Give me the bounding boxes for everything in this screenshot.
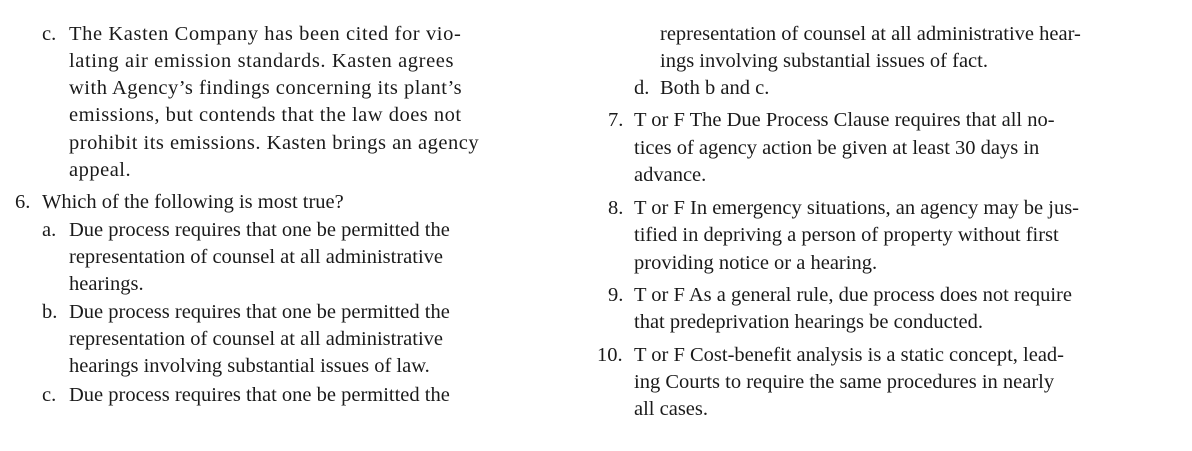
option-d-marker: d. (634, 77, 650, 99)
question-10-number: 10. (597, 344, 623, 366)
option-a-marker: a. (42, 219, 57, 241)
option-a-line-2: representation of counsel at all administrative (69, 246, 443, 268)
question-9-number: 9. (608, 284, 624, 306)
question-7-line-3: advance. (634, 164, 707, 186)
question-6-text: Which of the following is most true? (42, 191, 344, 213)
option-b-line-1: Due process requires that one be permitted the (69, 301, 450, 323)
option-c-line-2: representation of counsel at all administrative hear- (660, 23, 1081, 45)
item-5c-marker: c. (42, 23, 57, 45)
question-10-line-2: ing Courts to require the same procedures in nearly (634, 371, 1055, 393)
option-a-line-1: Due process requires that one be permitted the (69, 219, 450, 241)
item-5c-line-3: with Agency’s findings concerning its plant’s (69, 77, 463, 99)
question-8-line-1: T or F In emergency situations, an agency may be jus- (634, 197, 1080, 219)
question-6-number: 6. (15, 191, 31, 213)
option-b-line-3: hearings involving substantial issues of law. (69, 355, 430, 377)
item-5c-line-1: The Kasten Company has been cited for vio- (69, 23, 462, 45)
item-5c-line-4: emissions, but contends that the law does not (69, 104, 462, 126)
item-5c-line-2: lating air emission standards. Kasten agrees (69, 50, 455, 72)
option-a-line-3: hearings. (69, 273, 144, 295)
question-7-line-1: T or F The Due Process Clause requires that all no- (634, 109, 1055, 131)
question-8-line-3: providing notice or a hearing. (634, 252, 878, 274)
question-7-line-2: tices of agency action be given at least 30 days in (634, 137, 1040, 159)
question-8-number: 8. (608, 197, 624, 219)
option-c-line-3: ings involving substantial issues of fact. (660, 50, 988, 72)
option-c-marker: c. (42, 384, 57, 406)
option-b-marker: b. (42, 301, 58, 323)
question-10-line-3: all cases. (634, 398, 708, 420)
question-9-line-2: that predeprivation hearings be conducted. (634, 311, 983, 333)
item-5c-line-5: prohibit its emissions. Kasten brings an agency (69, 132, 480, 154)
question-8-line-2: tified in depriving a person of property without first (634, 224, 1059, 246)
option-b-line-2: representation of counsel at all administrative (69, 328, 443, 350)
question-9-line-1: T or F As a general rule, due process does not require (634, 284, 1072, 306)
option-c-line-1: Due process requires that one be permitted the (69, 384, 450, 406)
question-10-line-1: T or F Cost-benefit analysis is a static concept, lead- (634, 344, 1065, 366)
question-7-number: 7. (608, 109, 624, 131)
item-5c-line-6: appeal. (69, 159, 132, 181)
option-d-text: Both b and c. (660, 77, 770, 99)
